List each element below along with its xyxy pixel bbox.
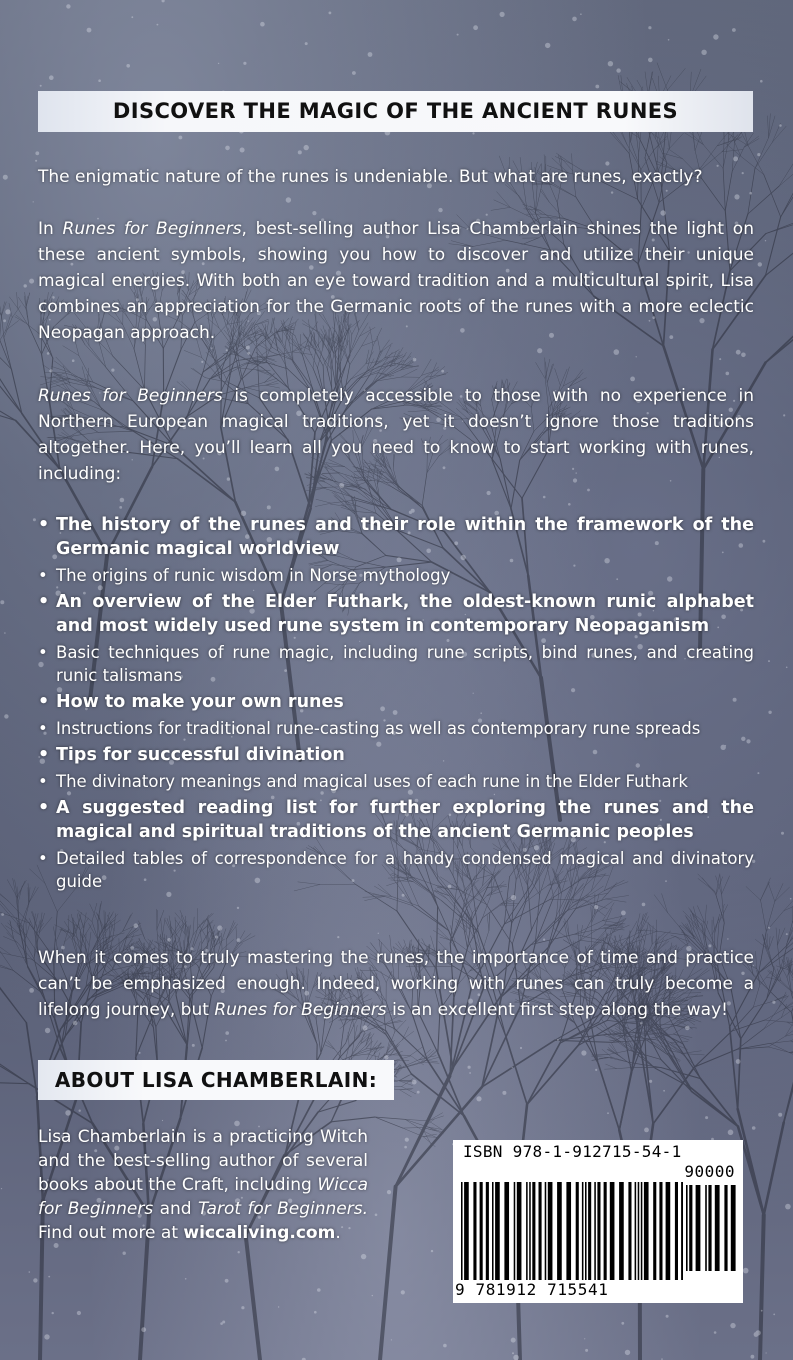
isbn-barcode [453,1140,743,1303]
ean-digits: 9 781912 715541 [455,1280,609,1299]
closing-suffix: is an excellent first step along the way! [386,1000,728,1020]
list-item: • Detailed tables of correspondence for a handy condensed magical and divinatory guide [38,849,754,891]
book-title: Runes for Beginners [62,219,242,239]
list-item: • An overview of the Elder Futhark, the oldest-known runic alphabet and most widely used rune system in contemporary Neopaganism [38,592,754,636]
list-item: • Instructions for traditional rune-casting as well as contemporary rune spreads [38,719,701,738]
list-item: • A suggested reading list for further exploring the runes and the magical and spiritual traditions of the ancient Germanic peoples [38,798,754,842]
bullet-icon: • [38,719,48,738]
closing-text: When it comes to truly mastering the runes, the importance of time and practice can’t be emphasized enough. Indeed, working with runes can truly become a lifelong journey, but [38,948,754,1020]
price-code: 90000 [684,1162,735,1181]
accessibility-paragraph [38,383,754,487]
intro-question [38,164,754,190]
book-title: Tarot for Beginners. [197,1199,368,1219]
book-title: Runes for Beginners [214,1000,387,1020]
book-title: Runes for Beginners [38,386,223,406]
barcode-bars [461,1182,683,1280]
addon-barcode-bars [686,1185,736,1271]
bullet-icon: • [38,643,48,662]
bullet-icon: • [38,745,50,765]
isbn-label: ISBN 978-1-912715-54-1 [463,1142,682,1161]
list-item: • Tips for successful divination [38,745,345,765]
feature-list [38,513,754,896]
intro-paragraph [38,216,754,346]
list-item: • The divinatory meanings and magical uses of each rune in the Elder Futhark [38,772,688,791]
closing-paragraph [38,945,754,1023]
bullet-icon: • [38,692,50,712]
bullet-icon: • [38,849,48,868]
list-item: • The history of the runes and their role within the framework of the Germanic magical worldview [38,515,754,559]
list-item: • The origins of runic wisdom in Norse mythology [38,566,451,585]
title-banner: DISCOVER THE MAGIC OF THE ANCIENT RUNES [38,91,753,132]
author-bio: Lisa Chamberlain is a practicing Witch and the best-selling author of several books about the Craft, including Wicca for Beginners and Tarot for Beginners. Find out more at wiccaliving.com. [38,1127,368,1243]
list-item: • How to make your own runes [38,692,344,712]
accessibility-text: is completely accessible to those with no experience in Northern European magical traditions, yet it doesn’t ignore those traditions altogether. Here, you’ll learn all you need to know to start working with runes, including: [38,386,754,484]
bullet-icon: • [38,592,50,612]
intro-description: , best-selling author Lisa Chamberlain shines the light on these ancient symbols, showing you how to discover and utilize their unique magical energies. With both an eye toward tradition and a multicultural spirit, Lisa combines an appreciation for the Germanic roots of the runes with a more eclectic Neopagan approach. [38,219,754,343]
intro-line: The enigmatic nature of the runes is undeniable. But what are runes, exactly? [38,167,703,187]
bullet-icon: • [38,515,50,535]
website-link[interactable]: wiccaliving.com [183,1223,336,1243]
bullet-icon: • [38,798,50,818]
book-title: Wicca for Beginners [38,1175,368,1219]
bullet-icon: • [38,566,48,585]
about-author-banner: ABOUT LISA CHAMBERLAIN: [38,1060,394,1100]
list-item: • Basic techniques of rune magic, including rune scripts, bind runes, and creating runic talismans [38,643,754,685]
bullet-icon: • [38,772,48,791]
intro-prefix: In [38,219,63,239]
